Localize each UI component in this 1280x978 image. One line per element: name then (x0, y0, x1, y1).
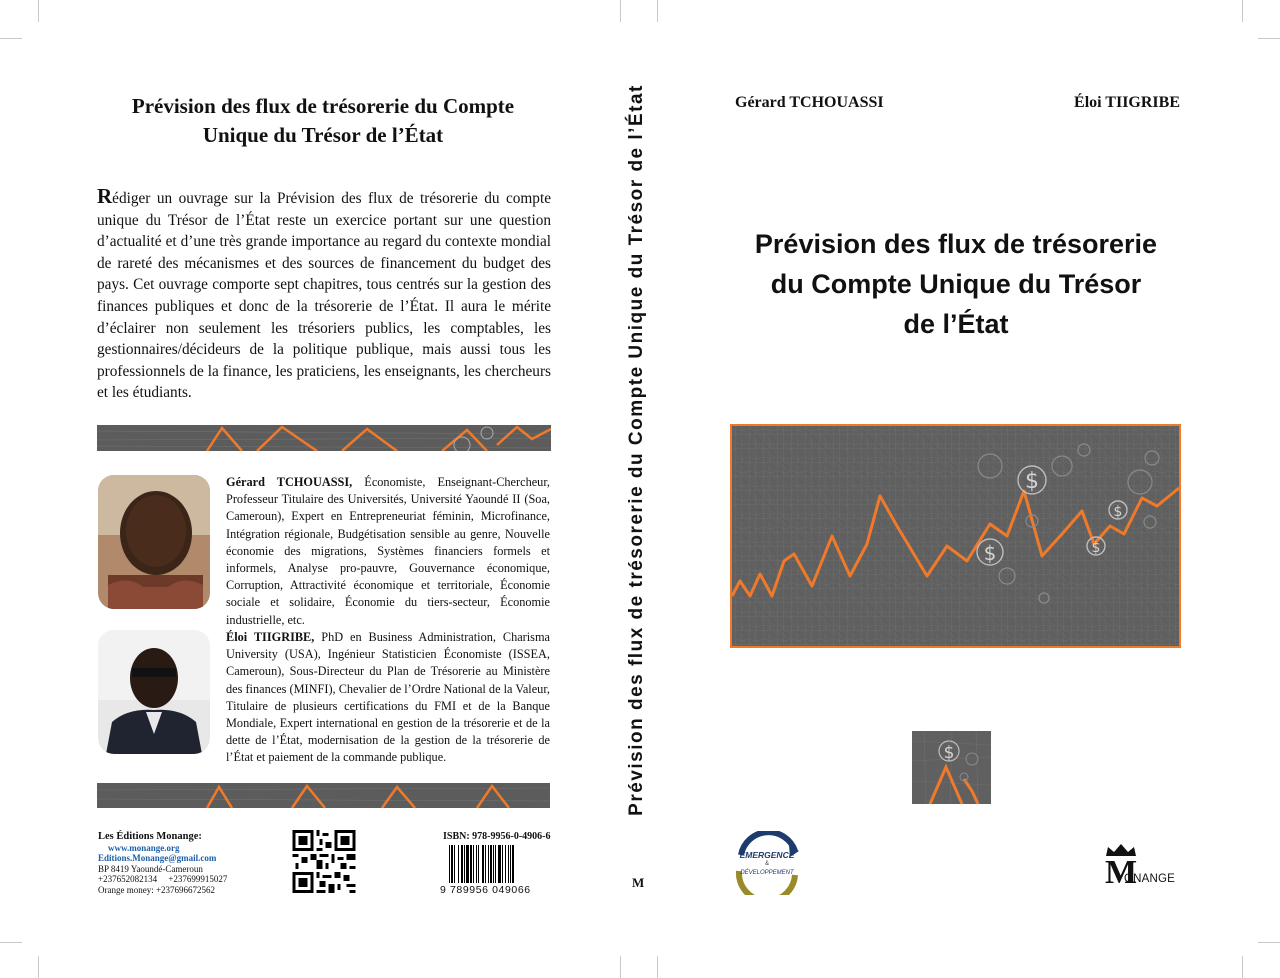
barcode-bar (508, 845, 509, 883)
author2-photo (98, 630, 210, 754)
barcode-bar (451, 845, 453, 883)
crop-mark (38, 0, 39, 22)
barcode-bar (466, 845, 469, 883)
publisher-email[interactable]: Editions.Monange@gmail.com (98, 853, 217, 864)
spine-title: Prévision des flux de trésorerie du Compte Unique du Trésor de l’État (626, 84, 647, 816)
publisher-logo-text: ONANGE (1124, 873, 1176, 885)
crop-mark (620, 956, 621, 978)
barcode-bar (470, 845, 472, 883)
barcode-bar (476, 845, 477, 883)
crop-mark (1258, 38, 1280, 39)
barcode-bar (493, 845, 494, 883)
back-title-line: Prévision des flux de trésorerie du Compte (131, 94, 515, 118)
front-title-line: du Compte Unique du Trésor (770, 269, 1142, 299)
barcode-bar (512, 845, 514, 883)
publisher-info (98, 832, 258, 896)
publisher-logo-initial: M (1104, 854, 1138, 891)
front-cover-illustration (730, 424, 1181, 648)
barcode-icon (447, 845, 547, 883)
decorative-chart-band-top (97, 425, 551, 451)
publisher-phones: +237652082134 +237699915027 (98, 874, 228, 885)
barcode-bar (478, 845, 479, 883)
blurb-text: édiger un ouvrage sur la Prévision des flux de trésorerie du compte unique du Trésor de l’État reste un exercice portant sur une question d’actualité et d’une très grande importance au regard du contexte mondial de rareté des mécanismes et des sources de financement du budget des pays. Cet ouvrage comporte sept chapitres, tous centrés sur la gestion des finances publiques et donc de la trésorerie de l’État. Il aura le mérite d’éclairer non seulement les trésoriers publics, les comptables, les gestionnaires/décideurs de la politique publique, mais aussi tous les professionnels de la finance, les praticiens, les enseignants, les chercheurs et les étudiants. (97, 190, 551, 402)
crop-mark (38, 956, 39, 978)
publisher-address: BP 8419 Yaoundé-Cameroun (98, 863, 203, 874)
barcode-bar (482, 845, 484, 883)
svg-text:$: $ (943, 743, 955, 763)
barcode-bar (461, 845, 463, 883)
barcode-bar (458, 845, 459, 883)
barcode-bar (502, 845, 503, 883)
crop-mark (0, 38, 22, 39)
collection-logo-line2: & (764, 861, 769, 867)
barcode-bar (505, 845, 506, 883)
barcode-bar (498, 845, 501, 883)
publisher-name: Les Éditions Monange: (98, 831, 202, 842)
small-chart-thumbnail (912, 731, 991, 804)
barcode-bar (464, 845, 465, 883)
back-cover-title (90, 92, 556, 150)
decorative-chart-band-bottom (97, 783, 550, 808)
publisher-website[interactable]: www.monange.org (108, 842, 180, 853)
collection-logo-text (733, 851, 801, 878)
barcode-bar (510, 845, 511, 883)
barcode-bar (454, 845, 455, 883)
isbn-label: ISBN: 978-9956-0-4906-6 (443, 831, 551, 842)
front-title-line: de l’État (903, 309, 1009, 339)
crop-mark (1242, 956, 1243, 978)
crop-mark (0, 942, 22, 943)
spine-publisher-logo: M (632, 875, 645, 890)
collection-logo-line3: DÉVELOPPEMENT (740, 870, 794, 876)
author1-photo (98, 475, 210, 609)
front-title-line: Prévision des flux de trésorerie (754, 229, 1158, 259)
svg-text:$: $ (983, 541, 997, 565)
crop-mark (657, 956, 658, 978)
collection-logo (733, 831, 801, 895)
barcode-digits: 9 789956 049066 (440, 884, 531, 896)
barcode-bar (495, 845, 496, 883)
svg-text:$: $ (1025, 469, 1039, 494)
author2-bio-text: PhD en Business Administration, Charisma University (USA), Ingénieur Statisticien Économiste (ISSEA, Cameroun), Sous-Directeur du Plan de Trésorerie au Ministère des finances (MINFI), Chevalier de l’Ordre National de la Valeur, Titulaire de plusieurs certifications du FMI et de la Banque Mondiale, Expert international en gestion de la trésorerie et de la dette de l’État, modernisation de la gestion de la trésorerie de l’État et paiement de la commande publique. (226, 630, 551, 765)
barcode-bar (473, 845, 474, 883)
author1-bio (226, 474, 550, 629)
publisher-orange-money: Orange money: +237696672562 (98, 884, 216, 895)
qr-code-icon (292, 830, 356, 893)
barcode-bar (490, 845, 492, 883)
publisher-logo (1102, 843, 1184, 895)
back-title-line: Unique du Trésor de l’État (202, 123, 444, 147)
svg-text:$: $ (1113, 504, 1123, 520)
crop-mark (620, 0, 621, 22)
barcode-bar (485, 845, 486, 883)
barcode-bar (449, 845, 450, 883)
blurb-dropcap: R (97, 184, 113, 208)
collection-logo-line1: ÉMERGENCE (739, 850, 795, 860)
back-cover-blurb (97, 186, 551, 404)
front-cover-title (730, 224, 1182, 344)
svg-text:$: $ (1091, 540, 1101, 556)
crop-mark (1242, 0, 1243, 22)
front-author-right: Éloi TIIGRIBE (1074, 94, 1180, 111)
crop-mark (1258, 942, 1280, 943)
author1-bio-text: Économiste, Enseignant-Chercheur, Professeur Titulaire des Universités, Université Yaoundé II (Soa, Cameroun), Expert en Entrepreneuriat féminin, Microfinance, Intégration régionale, Budgétisation sensible au genre, Nouvelle économie des migrations, Systèmes financiers formels et informels, Analyse pro-pauvre, Gouvernance économique, Corruption, Attractivité économique et territoriale, Économie sociale et solidaire, Économie du tiers-secteur, Économie industrielle, etc. (226, 475, 550, 627)
author1-name: Gérard TCHOUASSI, (226, 475, 353, 489)
front-author-left: Gérard TCHOUASSI (735, 94, 884, 111)
crop-mark (657, 0, 658, 22)
author2-name: Éloi TIIGRIBE, (226, 630, 315, 644)
barcode-bar (488, 845, 489, 883)
author2-bio (226, 629, 550, 767)
